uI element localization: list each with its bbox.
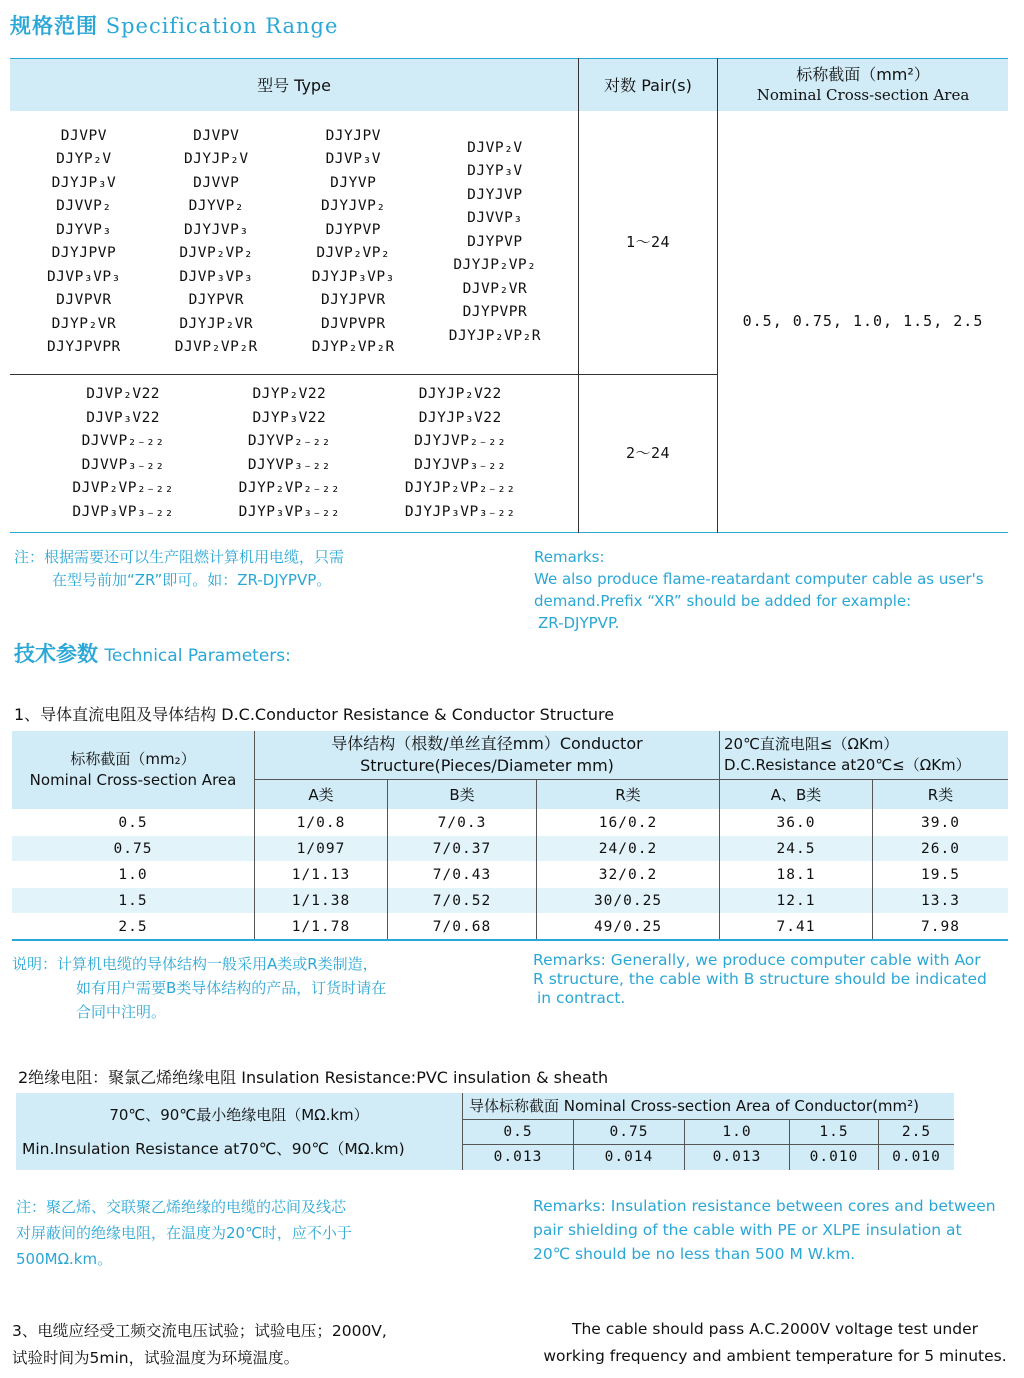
model-code: DJYJP₃VP₃₋₂₂ <box>404 503 516 520</box>
header-area-en: Nominal Cross-section Area <box>756 85 970 104</box>
model-code: DJYJPV <box>325 127 381 144</box>
model-code: DJVP₃V <box>325 151 381 168</box>
table-row <box>12 888 1008 914</box>
note3-zh-line: 注：聚乙烯、交联聚乙烯绝缘的电缆的芯间及线芯 <box>16 1198 347 1216</box>
model-code: DJYPVPR <box>462 304 528 320</box>
table-row <box>12 862 1008 888</box>
model-code: DJYP₂VR <box>51 315 117 332</box>
model-code: DJYJPVR <box>320 292 386 309</box>
t1-cell: 24.5 <box>720 836 873 862</box>
model-code: DJYJP₂V22 <box>418 386 502 402</box>
model-code: DJYJPVPR <box>46 339 121 356</box>
insulation-table <box>16 1093 954 1170</box>
note1-en <box>534 546 984 634</box>
section3-en-line: working frequency and ambient temperature for 5 minutes. <box>543 1347 1007 1365</box>
model-code: DJVP₂V <box>467 139 523 156</box>
t1-cell: 24/0.2 <box>537 836 720 862</box>
model-code: DJVPVPR <box>320 315 386 332</box>
t1-cell: 39.0 <box>873 810 1009 836</box>
model-code: DJYJVP₂ <box>320 198 386 215</box>
t1-cell: 19.5 <box>873 862 1009 888</box>
model-code: DJYP₂VP₂₋₂₂ <box>238 480 341 496</box>
t1-header-area-en: Nominal Cross-section Area <box>29 771 237 789</box>
header-area-zh: 标称截面（mm²） <box>796 64 930 84</box>
note3-en-line: 20℃ should be no less than 500 M W.km. <box>533 1245 856 1263</box>
model-code: DJYJP₃V <box>51 174 117 191</box>
t2-header-left <box>16 1093 463 1170</box>
model-code: DJYJVP₃ <box>183 221 249 238</box>
t1-cell: 1/1.38 <box>255 888 388 914</box>
model-code: DJYVP₂₋₂₂ <box>247 433 331 449</box>
spec-title <box>10 10 338 40</box>
header-type: 型号 Type <box>257 76 331 96</box>
group1-col3 <box>312 125 395 360</box>
model-code: DJYJP₃V22 <box>418 409 502 426</box>
note3-zh-line: 对屏蔽间的绝缘电阻，在温度为20℃时，应不小于 <box>16 1224 352 1242</box>
t1-sub-a: A类 <box>255 780 388 810</box>
section2-title: 2绝缘电阻：聚氯乙烯绝缘电阻 Insulation Resistance:PVC insulation & sheath <box>18 1068 609 1087</box>
group2-col1 <box>72 383 174 524</box>
note3-en-line: Remarks: Insulation resistance between cores and between <box>533 1197 996 1215</box>
note1-zh-line1: 注：根据需要还可以生产阻燃计算机用电缆，只需 <box>14 548 345 566</box>
group1-pairs: 1～24 <box>579 111 718 375</box>
t1-cell: 12.1 <box>720 888 873 914</box>
t1-cell: 16/0.2 <box>537 810 720 836</box>
model-code: DJVP₂VP₂R <box>174 339 258 356</box>
t1-header-structure-1: 导体结构（根数/单丝直径mm）Conductor <box>331 734 643 753</box>
section3-zh-line: 试验时间为5min，试验温度为环境温度。 <box>12 1349 300 1367</box>
t1-cell: 0.75 <box>12 836 255 862</box>
model-code: DJVVP₃ <box>467 210 523 226</box>
model-code: DJYVP₂ <box>188 198 244 215</box>
t1-cell: 1/097 <box>255 836 388 862</box>
group1-col1 <box>47 125 121 360</box>
t1-header-resistance <box>720 731 1009 780</box>
model-code: DJVP₃V22 <box>86 409 161 426</box>
note1-en-line: Remarks: <box>534 548 605 566</box>
t1-cell: 7/0.43 <box>388 862 537 888</box>
note2-en-line: in contract. <box>537 989 626 1007</box>
t2-value-cell: 0.010 <box>790 1144 879 1170</box>
note2-zh-line: 说明：计算机电缆的导体结构一般采用A类或R类制造， <box>12 955 378 973</box>
group2-col2 <box>239 383 341 524</box>
t1-cell: 1/1.78 <box>255 914 388 941</box>
model-code: DJVP₃VP₃ <box>46 268 121 285</box>
model-code: DJYJP₂VP₂₋₂₂ <box>404 480 516 496</box>
t1-cell: 13.3 <box>873 888 1009 914</box>
t1-header-area <box>12 731 255 810</box>
t2-header-left-1: 70℃、90℃最小绝缘电阻（MΩ.km） <box>109 1105 369 1124</box>
t1-header-resistance-2: D.C.Resistance at20℃≤（ΩKm） <box>724 756 971 774</box>
conductor-table <box>12 731 1008 941</box>
model-code: DJVPV <box>193 127 240 144</box>
note3-en-line: pair shielding of the cable with PE or XLPE insulation at <box>533 1221 962 1239</box>
note2-zh-line: 如有用户需要B类导体结构的产品，订货时请在 <box>76 979 387 997</box>
group2-pairs: 2～24 <box>579 375 718 533</box>
model-code: DJYP₂V22 <box>252 386 327 402</box>
note2-zh-line: 合同中注明。 <box>76 1003 167 1021</box>
model-code: DJVP₂VP₂ <box>179 245 254 262</box>
model-code: DJYJP₂VP₂ <box>453 257 537 273</box>
section3-en <box>540 1316 1010 1370</box>
t1-cell: 7/0.52 <box>388 888 537 914</box>
t1-cell: 1.0 <box>12 862 255 888</box>
t1-cell: 26.0 <box>873 836 1009 862</box>
t1-cell: 7/0.37 <box>388 836 537 862</box>
note2-en-line: R structure, the cable with B structure should be indicated <box>533 970 987 988</box>
note1-zh <box>14 546 344 592</box>
model-code: DJVP₂VR <box>462 280 528 297</box>
t2-area-cell: 1.5 <box>790 1119 879 1144</box>
model-code: DJYP₃VP₃₋₂₂ <box>238 503 341 520</box>
group2-col3 <box>405 383 516 524</box>
model-code: DJVP₃VP₃₋₂₂ <box>72 503 174 520</box>
model-code: DJYJVP₂₋₂₂ <box>414 433 507 449</box>
model-code: DJYJP₂V <box>183 151 249 168</box>
t1-cell: 18.1 <box>720 862 873 888</box>
t2-area-cell: 1.0 <box>685 1119 790 1144</box>
model-code: DJVVP₂₋₂₂ <box>81 433 165 449</box>
t2-value-cell: 0.013 <box>463 1144 574 1170</box>
t1-cell: 1/0.8 <box>255 810 388 836</box>
table-row <box>12 914 1008 941</box>
model-code: DJYJP₃VP₃ <box>311 268 395 285</box>
t1-sub-r2: R类 <box>873 780 1009 810</box>
t1-header-structure-2: Structure(Pieces/Diameter mm) <box>360 756 614 775</box>
header-area <box>718 59 1009 111</box>
t1-cell: 30/0.25 <box>537 888 720 914</box>
spec-range-table <box>10 58 1008 533</box>
t2-value-cell: 0.013 <box>685 1144 790 1170</box>
model-code: DJYVP <box>330 174 377 191</box>
note2-en <box>533 951 987 1008</box>
model-code: DJYPVP <box>325 221 381 238</box>
t1-cell: 1.5 <box>12 888 255 914</box>
model-code: DJYJVP₃₋₂₂ <box>414 456 507 473</box>
note2-en-line: Remarks: Generally, we produce computer cable with Aor <box>533 951 981 969</box>
t1-cell: 7/0.3 <box>388 810 537 836</box>
group2-models <box>10 375 579 533</box>
note3-zh-line: 500MΩ.km。 <box>16 1250 113 1268</box>
t1-cell: 2.5 <box>12 914 255 941</box>
group1-models <box>10 111 579 375</box>
t1-sub-ab: A、B类 <box>720 780 873 810</box>
t2-area-cell: 0.75 <box>574 1119 685 1144</box>
note3-zh <box>16 1194 352 1272</box>
t2-area-cell: 0.5 <box>463 1119 574 1144</box>
t2-header-left-2: Min.Insulation Resistance at70℃、90℃（MΩ.km) <box>22 1139 405 1158</box>
area-values: 0.5, 0.75, 1.0, 1.5, 2.5 <box>718 111 1009 533</box>
model-code: DJYVP₃ <box>56 221 112 238</box>
t1-cell: 49/0.25 <box>537 914 720 941</box>
model-code: DJVVP <box>193 174 240 191</box>
model-code: DJYJP₂VR <box>179 315 254 332</box>
t1-cell: 36.0 <box>720 810 873 836</box>
section1-title: 1、导体直流电阻及导体结构 D.C.Conductor Resistance & Conductor Structure <box>14 705 615 724</box>
section3-en-line: The cable should pass A.C.2000V voltage test under <box>572 1320 978 1338</box>
tech-title-en: Technical Parameters: <box>104 646 291 666</box>
model-code: DJVP₂VP₂₋₂₂ <box>72 480 174 496</box>
t2-header-right: 导体标称截面 Nominal Cross-section Area of Conductor(mm²) <box>463 1093 955 1119</box>
note3-en <box>533 1194 996 1266</box>
model-code: DJYVP₃₋₂₂ <box>247 456 331 473</box>
t1-cell: 32/0.2 <box>537 862 720 888</box>
spec-title-en: Specification Range <box>105 14 339 38</box>
t1-header-structure <box>255 731 720 780</box>
group1-col2 <box>175 125 258 360</box>
t2-area-cell: 2.5 <box>879 1119 955 1144</box>
model-code: DJYP₂V <box>56 151 112 168</box>
t1-sub-r: R类 <box>537 780 720 810</box>
note1-en-line: ZR-DJYPVP. <box>538 614 620 632</box>
model-code: DJVP₂V22 <box>86 386 161 402</box>
t1-header-resistance-1: 20℃直流电阻≤（ΩKm） <box>724 735 899 753</box>
model-code: DJVP₂VP₂ <box>316 245 391 262</box>
note1-zh-line2: 在型号前加“ZR”即可。如：ZR-DJYPVP。 <box>52 571 332 589</box>
t1-header-area-zh: 标称截面（mm₂） <box>70 750 196 768</box>
model-code: DJVP₃VP₃ <box>179 268 254 285</box>
t2-value-cell: 0.010 <box>879 1144 955 1170</box>
spec-title-zh: 规格范围 <box>10 14 98 38</box>
section3-zh-line: 3、电缆应经受工频交流电压试验；试验电压；2000V, <box>12 1322 387 1340</box>
model-code: DJVPVR <box>56 292 112 309</box>
model-code: DJYJVP <box>467 186 523 203</box>
t1-cell: 7.98 <box>873 914 1009 941</box>
note1-en-line: We also produce flame-reatardant computer cable as user's <box>534 570 984 588</box>
table-row <box>12 836 1008 862</box>
t2-value-cell: 0.014 <box>574 1144 685 1170</box>
model-code: DJYP₃V22 <box>252 409 327 426</box>
t1-cell: 7.41 <box>720 914 873 941</box>
note1-en-line: demand.Prefix “XR” should be added for example: <box>534 592 912 610</box>
model-code: DJYJPVP <box>51 245 117 262</box>
model-code: DJYPVR <box>188 292 244 309</box>
t1-cell: 1/1.13 <box>255 862 388 888</box>
model-code: DJYP₂VP₂R <box>311 339 395 356</box>
t1-cell: 0.5 <box>12 810 255 836</box>
section3-zh <box>12 1318 387 1372</box>
group1-col4 <box>449 137 541 349</box>
model-code: DJVVP₃₋₂₂ <box>81 456 165 473</box>
model-code: DJYP₃V <box>467 163 523 179</box>
tech-title-zh: 技术参数 <box>14 642 98 666</box>
tech-title <box>14 638 291 668</box>
t1-cell: 7/0.68 <box>388 914 537 941</box>
header-pairs: 对数 Pair(s) <box>579 59 718 111</box>
model-code: DJYJP₂VP₂R <box>448 327 542 344</box>
table-row <box>12 810 1008 836</box>
t1-sub-b: B类 <box>388 780 537 810</box>
model-code: DJVPV <box>60 127 107 144</box>
note2-zh <box>12 952 386 1024</box>
model-code: DJYPVP <box>467 233 523 250</box>
model-code: DJVVP₂ <box>56 198 112 215</box>
